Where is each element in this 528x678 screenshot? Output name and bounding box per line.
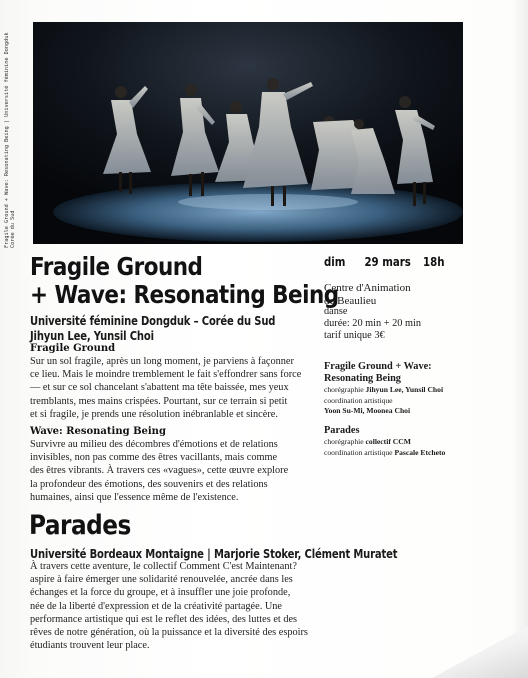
text-line: Survivre au milieu des décombres d'émotions et de relations xyxy=(30,439,278,450)
credits2-choreography xyxy=(324,437,445,448)
event1-part1-heading: Fragile Ground xyxy=(30,343,116,354)
page-shadow-edge xyxy=(512,0,528,678)
text-line: étudiants trouvent leur place. xyxy=(30,640,150,652)
text-line: née de la liberté d'expression et de la créativité partagée. Une xyxy=(30,600,283,612)
text-line: et si fragile, je prends une résolution inébranlable et sincère. xyxy=(30,408,278,420)
credits1-title-line1: Fragile Ground + Wave: xyxy=(324,361,432,372)
event1-part2-text xyxy=(30,438,288,504)
choreo-label: chorégraphie xyxy=(324,385,364,394)
event-date: 29 mars xyxy=(364,255,411,269)
text-line: échanges et la force du groupe, et à insuffler une joie profonde, xyxy=(30,587,291,599)
text-line: invisibles, non pas comme des êtres vacillants, mais comme xyxy=(30,452,278,464)
credits2-coordination xyxy=(324,448,445,459)
text-line: ce lieu. Mais le moindre tremblement le fait s'effondrer sans force xyxy=(30,369,302,381)
choreo-names: collectif CCM xyxy=(365,437,411,446)
event1-title-line1: Fragile Ground xyxy=(30,252,203,281)
event2-title: Parades xyxy=(29,510,131,541)
credits-event1 xyxy=(324,361,443,416)
event1-artists: Jihyun Lee, Yunsil Choi xyxy=(30,328,154,343)
credits2-title: Parades xyxy=(324,425,360,436)
event-info xyxy=(324,306,421,342)
event-price: tarif unique 3€ xyxy=(324,330,385,341)
coord-label: coordination artistique xyxy=(324,447,393,457)
photo-caption xyxy=(4,32,16,248)
text-line: Sur un sol fragile, après un long moment, je parviens à façonner xyxy=(30,356,294,367)
event-date-row xyxy=(324,255,445,269)
text-line: aspire à faire émerger une solidarité renouvelée, ancrée dans les xyxy=(30,574,293,586)
text-line: des êtres vibrants. À travers ces «vagues», cette œuvre explore xyxy=(30,465,289,477)
text-line: tremblants, mes mains crispées. Pourtant, sur ce terrain si petit xyxy=(30,395,288,407)
text-line: À travers cette aventure, le collectif Comment C'est Maintenant? xyxy=(30,561,297,572)
text-line: humaines, ainsi que l'essence même de l'existence. xyxy=(30,491,239,503)
credits1-choreography xyxy=(324,385,443,396)
event-genre: danse xyxy=(324,306,348,317)
photo-caption-line: Corée du Sud xyxy=(10,210,16,248)
coord-names: Pascale Etcheto xyxy=(394,447,446,457)
event2-university: Université Bordeaux Montaigne | Marjorie Stoker, Clément Muratet xyxy=(30,546,398,561)
coord-names: Yoon Su-Mi, Moonea Choi xyxy=(324,405,411,415)
text-line: — et sur ce sol chancelant s'abattent ma tête baissée, mes yeux xyxy=(30,382,289,394)
event-venue xyxy=(324,282,411,307)
event2-text xyxy=(30,560,308,652)
event-day: dim xyxy=(324,255,346,269)
venue-line: de Beaulieu xyxy=(324,294,377,307)
text-line: rêves de notre génération, où la puissance et la diversité des espoirs xyxy=(30,627,308,639)
event1-university: Université féminine Dongduk – Corée du Sud xyxy=(30,313,276,328)
choreo-names: Jihyun Lee, Yunsil Choi xyxy=(365,385,444,394)
venue-line: Centre d'Animation xyxy=(324,282,411,294)
coord-label: coordination artistique xyxy=(324,395,393,405)
dance-performance-photo xyxy=(33,22,463,244)
credits1-title-line2: Resonating Being xyxy=(324,373,401,384)
text-line: performance artistique qui est le reflet des idées, des luttes et des xyxy=(30,613,298,625)
photo-caption-line: Fragile Ground + Wave: Resonating Being | Université féminine Dongduk xyxy=(4,32,10,248)
credits-event2 xyxy=(324,425,445,458)
event-time: 18h xyxy=(423,255,445,269)
text-line: la profondeur des émotions, des souvenirs et des relations xyxy=(30,478,268,490)
event1-title-line2: + Wave: Resonating Being xyxy=(30,280,339,309)
event1-part1-text xyxy=(30,355,301,421)
event-duration: durée: 20 min + 20 min xyxy=(324,318,422,329)
event1-part2-heading: Wave: Resonating Being xyxy=(30,426,166,437)
choreo-label: chorégraphie xyxy=(324,437,364,446)
